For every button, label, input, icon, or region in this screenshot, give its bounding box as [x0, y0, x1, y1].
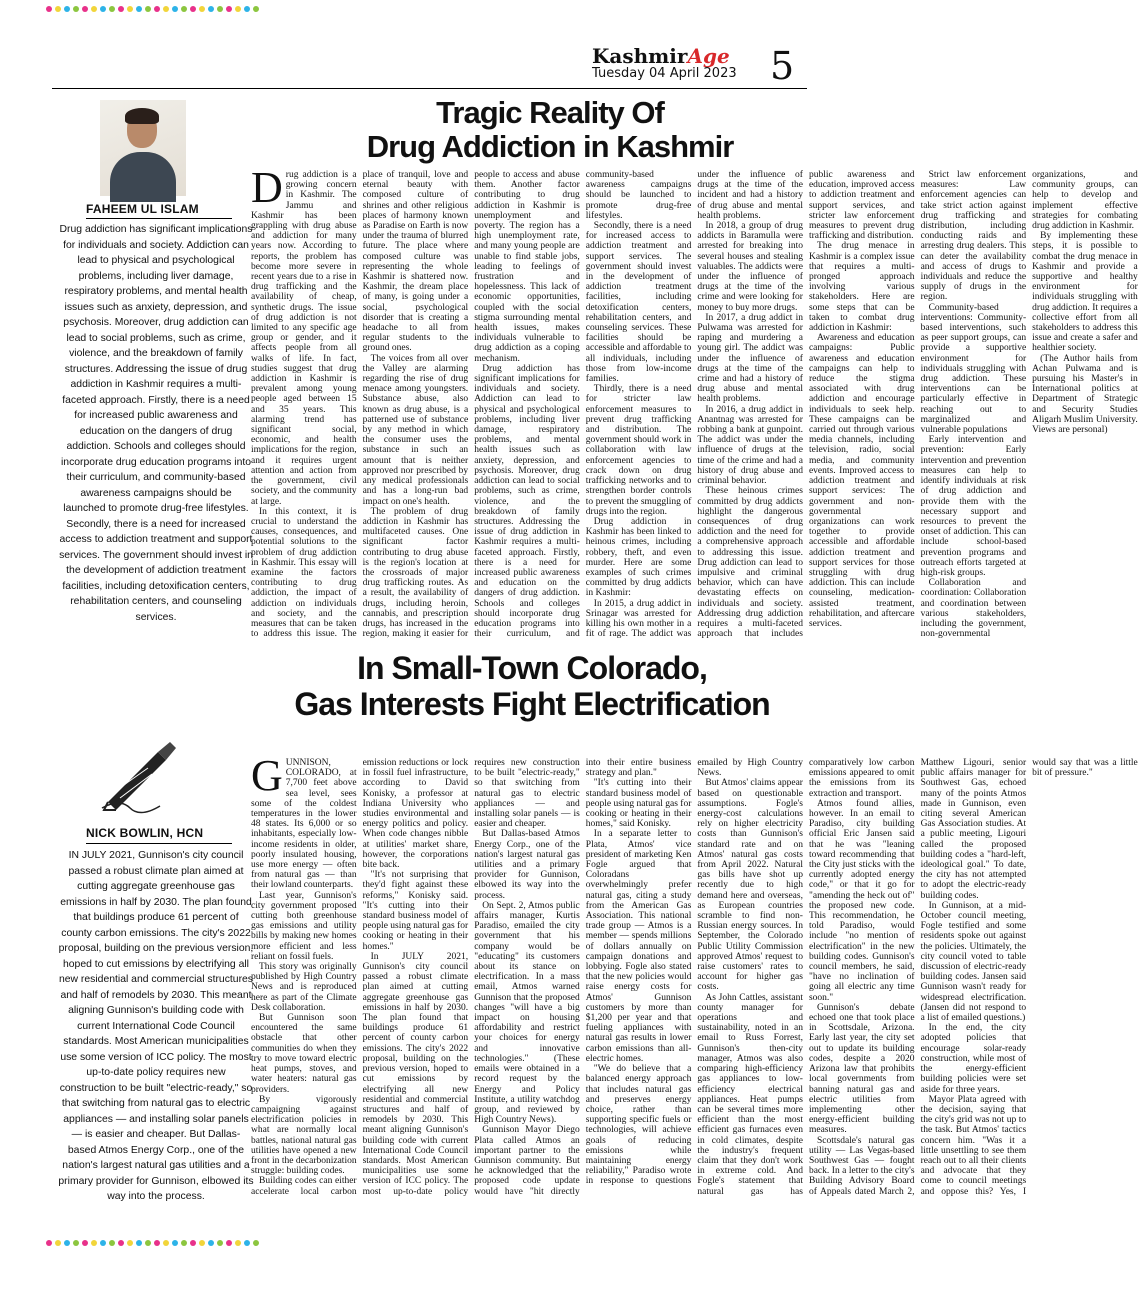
body-paragraph: [363, 354, 469, 507]
paragraph-text: "We do believe that a balanced energy approach that includes natural gas and preserves energy choice, rather than supporting specific fuels or technologies, will achieve goals of reducing emissions while maintaining energy reliability," Paradiso wrote in response to questions emailed by High Country News.: [585, 758, 803, 1187]
paragraph-text: Gunnison Mayor Diego Plata called Atmos an important partner to the Gunnison community. But he acknowledged that the proposed code update would have "hit directly into their entire business strategy and plan.": [474, 758, 692, 1197]
color-dot: [46, 6, 52, 12]
paragraph-text: UNNISON, COLORADO, at 7,700 feet above sea level, sees some of the coldest temperatures in the lower 48 states. Its 6,000 or so inhabitants, especially low-income residents in older, poorly insulated housing, use more energy — often from natural gas — than their lowland counterparts.: [251, 758, 357, 891]
color-dot: [82, 6, 88, 12]
body-paragraph: [1032, 354, 1138, 436]
article-headline: [300, 96, 800, 164]
paragraph-text: Drug addiction has significant implications for individuals and society. Addiction can lead to physical and psychological problems, including liver damage, respiratory problems, and mental health issues such as anxiety, depression, and psychosis. Moreover, drug addiction can lead to social problems, such as crime, violence, and the breakdown of family structures. Addressing the issue of drug addiction in Kashmir requires a multi-faceted approach. Firstly, there is a need for increased public awareness and education on the dangers of drug addiction. Schools and colleges should incorporate drug education programs into their curriculum, and community-based awareness campaigns should be launched to promote drug-free lifestyles.: [474, 170, 692, 640]
color-dot: [244, 6, 250, 12]
paragraph-text: In JULY 2021, Gunnison's city council passed a robust climate plan aimed at cutting aggregate greenhouse gas emissions in half by 2030. The plan found that buildings produce 61 percent of county carbon emissions. The city's 2022 proposal, building on the previous version, hoped to cut emissions by electrifying all new residential and commercial structures and half of remodels by 2030. This meant aligning Gunnison's building code with current International Code Council standards. Most American municipalities use some version of ICC policy. The most up-to-date policy requires new construction to be built "electric-ready," so that switching from natural gas to electric appliances — and installing solar panels — is easier and cheaper.: [362, 758, 580, 1197]
color-dot: [172, 1240, 178, 1246]
paragraph-text: "It's not surprising that they'd fight against these reforms," Konisky said. "It's cutting into their standard business model of people using natural gas for cooking or heating in their homes.": [362, 870, 469, 952]
issue-date: Tuesday 04 April 2023: [592, 66, 737, 81]
body-paragraph: [921, 1023, 1027, 1094]
author-byline: NICK BOWLIN, HCN: [86, 826, 204, 840]
headline-line: Drug Addiction in Kashmir: [366, 129, 734, 164]
color-dot: [118, 6, 124, 12]
color-dot: [199, 6, 205, 12]
body-paragraph: [921, 170, 1027, 303]
paragraph-text: This story was originally published by High Country News and is reproduced here as part of the Climate Desk collaboration.: [251, 962, 357, 1013]
paragraph-text: Drug addiction in Kashmir has been linked to heinous crimes, including robbery, theft, and even murder. Here are some examples of such crimes committed by drug addicts in Kashmir:: [585, 516, 692, 599]
body-paragraph: [921, 435, 1027, 578]
paragraph-text: By implementing these steps, it is possible to combat the drug menace in Kashmir and provide a supportive and healthy environment for individuals struggling with drug addiction. It requires a collective effort from all stakeholders to address this issue and create a safer and healthier society.: [1032, 231, 1138, 354]
paragraph-text: In the end, the city adopted policies that encourage solar-ready construction, while most of the energy-efficient building policies were set aside for three years.: [920, 1023, 1027, 1095]
color-dot: [64, 6, 70, 12]
color-dot: [226, 1240, 232, 1246]
headline-line: In Small-Town Colorado,: [357, 650, 707, 686]
paragraph-text: The voices from all over the Valley are alarming regarding the rise of drug menace among youngsters. Substance abuse, also known as drug abuse, is a patterned use of substance by any method in which the consumer uses the substance in such an amount that is neither approved nor prescribed by any medical professionals and has a long-run bad impact on one's health.: [362, 353, 469, 507]
body-paragraph: [809, 1003, 915, 1136]
color-dot: [55, 1240, 61, 1246]
body-paragraph: [586, 829, 692, 1064]
color-dot: [154, 6, 160, 12]
paragraph-text: Building codes can either accelerate local carbon emission reductions or lock in fossil fuel infrastructure, according to David Konisky, a professor at Indiana University who studies environmental and energy politics and policy. When code changes nibble at utilities' market share, however, the corporations bite back.: [251, 758, 469, 1197]
body-paragraph: [586, 517, 692, 599]
paragraph-text: Last year, Gunnison's city government proposed cutting both greenhouse gas emissions and utility bills by making new homes more efficient and less reliant on fossil fuels.: [251, 890, 357, 962]
color-dot: [46, 1240, 52, 1246]
paragraph-text: Gunnison's debate echoed one that took place in Scottsdale, Arizona. Early last year, the city set out to update its building codes, despite a 2020 Arizona law that prohibits local governments from banning natural gas and electric utilities from implementing other energy-efficient building measures.: [808, 1002, 915, 1136]
color-dot: [181, 1240, 187, 1246]
drop-cap: D: [251, 163, 283, 212]
color-dot: [73, 1240, 79, 1246]
paragraph-text: Community-based interventions: Community-based interventions, such as peer support groups, can provide a supportive environment for individuals struggling with drug addiction. These interventions can be particularly effective in reaching out to marginalized and vulnerable populations: [920, 302, 1027, 436]
paragraph-text: Strict law enforcement measures: Law enforcement agencies can take strict action against drug trafficking and distribution, including conducting raids and arresting drug dealers. This can deter the availability and access of drugs to individuals and reduce the supply of drugs in the region.: [920, 170, 1027, 303]
body-paragraph: [1032, 231, 1138, 353]
body-paragraph: [697, 778, 803, 992]
body-paragraph: [251, 163, 357, 507]
headline-line: Gas Interests Fight Electrification: [294, 686, 770, 722]
color-dot: [145, 1240, 151, 1246]
body-paragraph: [251, 751, 357, 891]
color-dot: [235, 6, 241, 12]
body-paragraph: [921, 901, 1027, 1023]
paragraph-text: Collaboration and coordination: Collaboration and coordination between various stakeholders, including the government, non-governmental organizations, and community groups, can help to develop and implement effective strategies for combating drug addiction in Kashmir.: [920, 170, 1138, 640]
color-dot: [163, 6, 169, 12]
color-dot: [82, 1240, 88, 1246]
body-paragraph: [809, 241, 915, 333]
paragraph-text: In 2017, a drug addict in Pulwama was arrested for raping and murdering a young girl. The addict was under the influence of drugs at the time of the crime and had a history of drug abuse and mental health problems.: [697, 312, 803, 405]
body-paragraph: [586, 778, 692, 829]
paragraph-text: The problem of drug addiction in Kashmir has multifaceted causes. One significant factor contributing to drug abuse is the region's location at the crossroads of major drug trafficking routes. As a result, the availability of drugs, including heroin, cannabis, and prescription drugs, has increased in the region, making it easier for people to access and abuse them. Another factor contributing to drug addiction in Kashmir is unemployment and poverty. The region has a high unemployment rate, and many young people are unable to find stable jobs, leading to feelings of frustration and hopelessness. This lack of economic opportunities, coupled with the social stigma surrounding mental health issues, makes individuals vulnerable to drug addiction as a coping mechanism.: [362, 170, 580, 640]
color-dot-strip-top: [46, 6, 259, 12]
paragraph-text: In Gunnison, at a mid-October council meeting, Fogle testified and some residents spoke out against the policies. Ultimately, the city council voted to table discussion of electric-ready building codes. Jansen said Gunnison wasn't ready for widespread electrification. (Jansen did not respond to a list of emailed questions.): [920, 900, 1027, 1024]
drop-cap: G: [251, 751, 283, 800]
paragraph-text: But Atmos' claims appear based on questionable assumptions. Fogle's energy-cost calculations rely on higher electricity costs than Gunnison's standard rate and on Atmos' natural gas costs from April 2022. Natural gas bills have shot up recently due to high demand here and overseas, as European countries scramble to find non-Russian energy sources. In September, the Colorado Public Utility Commission approved Atmos' request to raise customers' rates to account for higher gas costs.: [697, 778, 803, 993]
paragraph-text: By vigorously campaigning against electrification policies in what are normally local battles, national natural gas utilities have opened a new front in the decarbonization struggle: building codes.: [251, 1094, 357, 1177]
color-dot: [145, 6, 151, 12]
article-headline: [262, 650, 802, 722]
color-dot: [208, 6, 214, 12]
body-paragraph: [586, 384, 692, 517]
paragraph-text: rug addiction is a growing concern in Kashmir. The Jammu and Kashmir has been grappling with drug abuse and addiction for many years now. According to reports, the problem has become more severe in recent years due to a rise in drug trafficking and the availability of cheap, synthetic drugs. The issue of drug addiction is not limited to any specific age group or gender, and it affects people from all walks of life. In fact, studies suggest that drug addiction in Kashmir is prevalent among young people aged between 15 and 35 years. This alarming trend has significant social, economic, and health implications for the region, and it requires urgent attention and action from the government, civil society, and the community at large.: [251, 170, 357, 507]
paragraph-text: Early intervention and prevention: Early intervention and prevention measures can help to identify individuals at risk of drug addiction and provide them with the necessary support and resources to prevent the onset of addiction. This can include school-based prevention programs and outreach efforts targeted at high-risk groups.: [920, 435, 1027, 578]
color-dot: [64, 1240, 70, 1246]
color-dot: [154, 1240, 160, 1246]
body-paragraph: [251, 962, 357, 1013]
paragraph-text: In 2016, a drug addict in Anantnag was arrested for robbing a bank at gunpoint. The addict was under the influence of drugs at the time of the crime and had a history of drug abuse and criminal behavior.: [697, 404, 803, 487]
body-paragraph: [251, 891, 357, 962]
paragraph-text: "It's cutting into their standard business model of people using natural gas for cooking or heating in their homes," said Konisky.: [585, 778, 692, 830]
logo-main-text: Kashmir: [592, 44, 688, 68]
logo-accent-text: Age: [687, 44, 730, 68]
paragraph-text: Secondly, there is a need for increased access to addiction treatment and support services. The government should invest in the development of addiction treatment facilities, including detoxification centers, rehabilitation centers, and counseling services. These facilities should be accessible and affordable to all individuals, including those from low-income families.: [585, 221, 692, 385]
paragraph-text: Mayor Plata agreed with the decision, saying that the city's grid was not up to the task. But Atmos' tactics concern him. "Was it a little unsettling to see them reach out to all their clients and advocate that they come to council meetings and oppose this? Yes, I would say that was a little bit of pressure.": [920, 758, 1138, 1197]
article-summary: Drug addiction has significant implications for individuals and society. Addiction can lead to physical and psychological problems, including liver damage, respiratory problems, and mental health issues such as anxiety, depression, and psychosis. Moreover, drug addiction can lead to social problems, such as crime, violence, and the breakdown of family structures. Addressing the issue of drug addiction in Kashmir requires a multi-faceted approach. Firstly, there is a need for increased public awareness and education on the dangers of drug addiction. Schools and colleges should incorporate drug education programs into their curriculum, and community-based awareness campaigns should be launched to promote drug-free lifestyles. Secondly, there is a need for increased access to addiction treatment and support services. The government should invest in the development of addiction treatment facilities, including detoxification centers, rehabilitation centers, and counseling services.: [59, 224, 253, 623]
paragraph-text: In this context, it is crucial to understand the causes, consequences, and potential solutions to the problem of drug addiction in Kashmir. This essay will examine the factors contributing to drug addiction, the impact of addiction on individuals and society, and the measures that can be taken to address this issue. The place of tranquil, love and eternal beauty with composed culture of shrines and other religious places of harmony known as Paradise on Earth is now under the trauma of blurred future. The place where composed culture was representing the whole Kashmir is shattered now. Kashmir, the dream place of many, is going under a social, psychological disorder that is creating a headache to all from regular students to the ground ones.: [251, 170, 469, 640]
paragraph-text: The drug menace in Kashmir is a complex issue that requires a multi-pronged approach involving various stakeholders. Here are some steps that can be taken to combat drug addiction in Kashmir:: [808, 241, 915, 334]
color-dot: [253, 6, 259, 12]
color-dot: [109, 1240, 115, 1246]
color-dot: [73, 6, 79, 12]
byline-divider: [86, 218, 232, 219]
page-number: 5: [770, 44, 795, 88]
body-paragraph: [586, 221, 692, 384]
paragraph-text: Atmos found allies, however. In an email to Paradiso, city building official Eric Jansen said that he was "leaning toward recommending that the City just sticks with the currently adopted energy code," or that it go for "amending the heck out of" the proposed new code. This recommendation, he told Paradiso, would include "no mention of electrification" in the new building codes. Gunnison's council members, he said, "have no inclination of going all electric any time soon.": [808, 798, 915, 1003]
color-dot: [235, 1240, 241, 1246]
paragraph-text: On Sept. 2, Atmos public affairs manager, Kurtis Paradiso, emailed the city government that his company would be "educating" its customers about its stance on electrification. In a mass email, Atmos warned Gunnison that the proposed changes "will have a big impact on housing affordability and restrict your choices for energy and innovative technologies." (These emails were obtained in a record request by the Energy and Policy Institute, a utility watchdog group, and reviewed by High Country News).: [474, 900, 580, 1126]
color-dot: [244, 1240, 250, 1246]
color-dot: [91, 1240, 97, 1246]
body-paragraph: [697, 221, 803, 313]
headline-line: Tragic Reality Of: [436, 95, 664, 130]
body-paragraph: [921, 303, 1027, 436]
paragraph-text: In 2018, a group of drug addicts in Baramulla were arrested for breaking into several houses and stealing valuables. The addicts were under the influence of drugs at the time of the crime and were looking for money to buy more drugs.: [697, 221, 803, 313]
header-divider: [52, 88, 807, 89]
paragraph-text: Scottsdale's natural gas utility — Las Vegas-based Southwest Gas — fought back. In a letter to the city's Building Advisory Board of Appeals dated March 2, Matthew Ligouri, senior public affairs manager for Southwest Gas, echoed many of the points Atmos made in Gunnison, even citing several American Gas Association studies. At a public meeting, Ligouri called the proposed building codes a "hard-left, ideological goal." To date, the city has not attempted to adopt the electric-ready building codes.: [808, 758, 1027, 1197]
body-paragraph: [474, 829, 580, 900]
body-paragraph: [697, 405, 803, 487]
paragraph-text: In a separate letter to Plata, Atmos' vice president of marketing Ken Fogle argued that Coloradans overwhelmingly prefer natural gas, citing a study from the American Gas Association. This national trade group — Atmos is a member — spends millions of dollars annually on campaign donations and lobbying. Fogle also stated that the new policies would raise energy costs for Atmos' Gunnison customers by more than $1,200 per year and that fueling appliances with natural gas results in lower carbon emissions than all-electric homes.: [585, 829, 692, 1064]
body-paragraph: [809, 333, 915, 629]
paragraph-text: But Gunnison soon encountered the same obstacle that other communities do when they try to move toward electric heat pumps, stoves, and water heaters: natural gas providers.: [251, 1013, 357, 1095]
color-dot: [190, 6, 196, 12]
color-dot-strip-bottom: [46, 1240, 259, 1246]
color-dot: [100, 6, 106, 12]
color-dot: [55, 6, 61, 12]
paragraph-text: Awareness and education campaigns: Public awareness and education campaigns can help to reduce the stigma associated with drug addiction and encourage individuals to seek help. These campaigns can be carried out through various media channels, including television, radio, social media, and community events. Improved access to addiction treatment and support services: The government and non-governmental organizations can work together to provide accessible and affordable addiction treatment and support services for those struggling with drug addiction. This can include counseling, medication-assisted treatment, rehabilitation, and aftercare services.: [808, 333, 915, 629]
paragraph-text: As John Cattles, assistant county manager for operations and sustainability, noted in an email to Russ Forrest, Gunnison's then-city manager, Atmos was also comparing high-efficiency gas appliances to low-efficiency electrical appliances. Heat pumps can be several times more efficient than the most efficient gas furnaces even in cold climates, despite the industry's frequent claim that they don't work in extreme cold. And Fogle's statement that natural gas has comparatively low carbon emissions appeared to omit the emissions from its extraction and transport.: [697, 758, 915, 1197]
color-dot: [136, 1240, 142, 1246]
color-dot: [127, 1240, 133, 1246]
color-dot: [163, 1240, 169, 1246]
color-dot: [136, 6, 142, 12]
author-photo: [100, 100, 186, 196]
body-paragraph: [363, 870, 469, 952]
author-byline: FAHEEM UL ISLAM: [86, 202, 199, 216]
color-dot: [181, 6, 187, 12]
byline-divider: [86, 843, 232, 844]
paragraph-text: But Dallas-based Atmos Energy Corp., one of the nation's largest natural gas utilities and a primary provider for Gunnison, elbowed its way into the process.: [474, 829, 580, 901]
color-dot: [109, 6, 115, 12]
color-dot: [217, 1240, 223, 1246]
color-dot: [91, 6, 97, 12]
color-dot: [190, 1240, 196, 1246]
color-dot: [199, 1240, 205, 1246]
article-body: [251, 751, 1138, 1204]
body-paragraph: [474, 901, 580, 1125]
body-paragraph: [251, 1095, 357, 1177]
article-body: [251, 163, 1138, 643]
paragraph-text: Thirdly, there is a need for stricter law enforcement measures to prevent drug trafficking and distribution. The government should work in collaboration with law enforcement agencies to crack down on drug trafficking networks and to strengthen border controls to prevent the smuggling of drugs into the region.: [585, 384, 692, 517]
color-dot: [253, 1240, 259, 1246]
article-summary: IN JULY 2021, Gunnison's city council passed a robust climate plan aimed at cutting aggregate greenhouse gas emissions in half by 2030. The plan found that buildings produce 61 percent of county carbon emissions. The city's 2022 proposal, building on the previous version, hoped to cut emissions by electrifying all new residential and commercial structures and half of remodels by 2030. This meant aligning Gunnison's building code with current International Code Council standards. Most American municipalities use some version of ICC policy. The most up-to-date policy requires new construction to be built "electric-ready," so that switching from natural gas to electric appliances — and installing solar panels — is easier and cheaper. But Dallas-based Atmos Energy Corp., one of the nation's largest natural gas utilities and a primary provider for Gunnison, elbowed its way into the process.: [58, 850, 254, 1202]
pen-sketch-illustration: [100, 738, 180, 812]
color-dot: [172, 6, 178, 12]
body-paragraph: [251, 1013, 357, 1095]
paragraph-text: In 2015, a drug addict in Srinagar was arrested for killing his own mother in a fit of rage. The addict was under the influence of drugs at the time of the incident and had a history of drug abuse and mental health problems.: [585, 170, 803, 640]
body-paragraph: [697, 313, 803, 405]
paragraph-text: These heinous crimes committed by drug addicts highlight the dangerous consequences of drug addiction and the need for a comprehensive approach to addressing this issue. Drug addiction can lead to impulsive and criminal behavior, which can have devastating effects on individuals and society. Addressing drug addiction requires a multi-faceted approach that includes public awareness and education, improved access to addiction treatment and support services, and stricter law enforcement measures to prevent drug trafficking and distribution.: [697, 170, 915, 640]
color-dot: [226, 6, 232, 12]
masthead-logo: [592, 44, 730, 68]
color-dot: [127, 6, 133, 12]
color-dot: [100, 1240, 106, 1246]
color-dot: [217, 6, 223, 12]
body-paragraph: [809, 799, 915, 1003]
color-dot: [118, 1240, 124, 1246]
color-dot: [208, 1240, 214, 1246]
paragraph-text: (The Author hails from Achan Pulwama and is pursuing his Master's in International politics at Department of Strategic and Security Studies Aligarh Muslim University. Views are personal): [1032, 353, 1138, 436]
